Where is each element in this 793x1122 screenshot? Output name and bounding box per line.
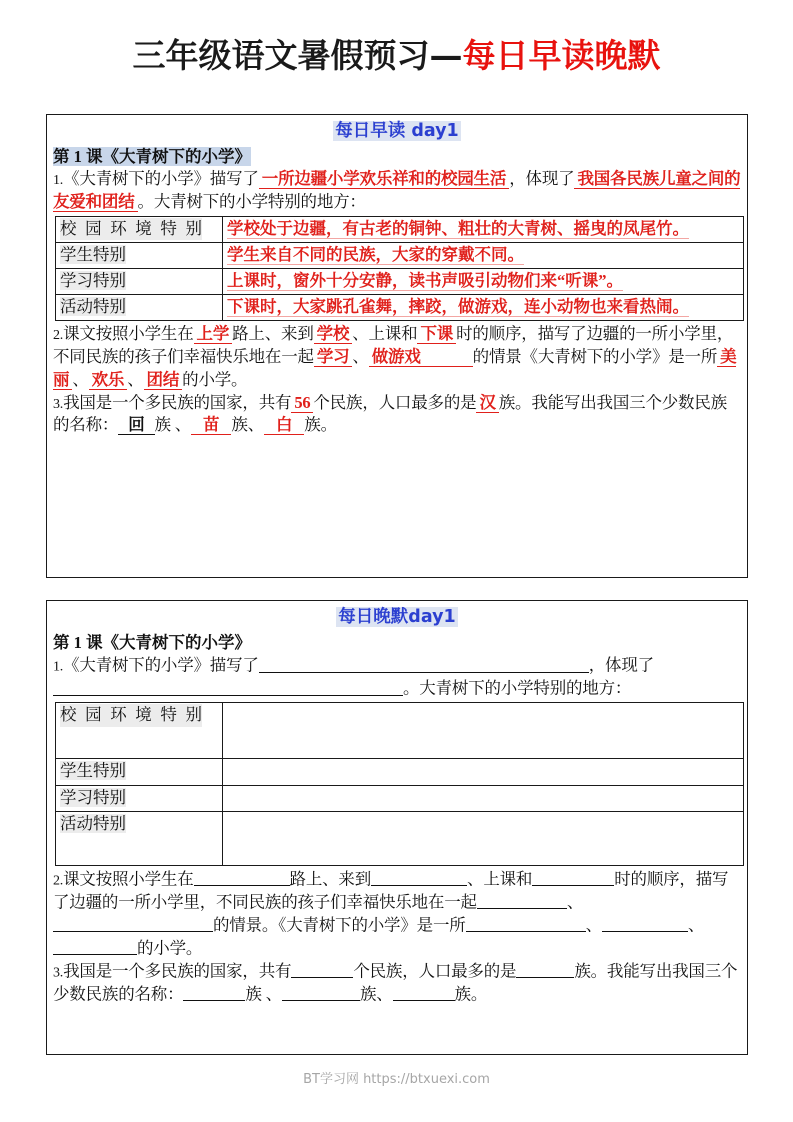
- morning-row-2-value: 上课时，窗外十分安静，读书声吸引动物们来“听课”。: [227, 271, 623, 291]
- morning-row-3-label-cell: [56, 295, 223, 321]
- morning-q2-number: 2.: [53, 328, 64, 344]
- morning-q3-answer-3: 回: [118, 415, 154, 435]
- evening-q2-part-5: 、: [566, 892, 584, 912]
- evening-row-0-label: 校园环境特别: [60, 704, 202, 726]
- morning-q3-part-1: 我国是一个多民族的国家，共有: [63, 392, 292, 412]
- evening-q2-part-4: 时的顺序，描写了边疆的一所小学里，不同民族的孩子们幸福快乐地在一起: [53, 869, 729, 912]
- morning-q1-answer-2: 我国各民族儿童之间的友爱和团结: [53, 169, 741, 212]
- morning-q3-part-3: 族。我能写出我国三个少数民族的名称：: [53, 392, 727, 435]
- evening-q2-part-9: 的小学。: [137, 938, 203, 958]
- morning-q3-number: 3.: [53, 396, 64, 412]
- evening-q2-blank-2[interactable]: [371, 868, 467, 886]
- evening-q3-part-4: 族 、: [245, 984, 282, 1004]
- evening-q3-part-1: 我国是一个多民族的国家，共有: [63, 961, 292, 981]
- morning-q2-part-7: 、: [72, 369, 89, 389]
- evening-q3-blank-4[interactable]: [282, 983, 360, 1001]
- evening-q3-part-5: 族、: [359, 984, 393, 1004]
- morning-row-0-value: 学校处于边疆，有古老的铜钟、粗壮的大青树、摇曳的凤尾竹。: [227, 218, 689, 238]
- evening-q2-blank-4[interactable]: [477, 891, 567, 909]
- evening-q2-blank-6[interactable]: [466, 914, 528, 932]
- evening-row-2-label-cell: [56, 785, 223, 811]
- evening-q2-blank-3[interactable]: [532, 868, 614, 886]
- evening-lesson-title-text: 第 1 课《大青树下的小学》: [53, 632, 251, 652]
- evening-q2-part-7: 、: [585, 915, 602, 935]
- evening-q2-part-1: 课文按照小学生在: [63, 869, 194, 888]
- morning-q3-part-4: 族 、: [154, 415, 192, 435]
- morning-q3-part-5: 族、: [231, 415, 264, 435]
- evening-lesson-title: [53, 632, 741, 653]
- evening-row-0-value-cell[interactable]: [223, 703, 744, 759]
- morning-row-0-label: 校园环境特别: [60, 218, 202, 240]
- page-title-red: 每日早读晚默: [462, 36, 661, 75]
- morning-reading-worksheet: [46, 114, 748, 578]
- page-title: [0, 0, 793, 77]
- table-row: [56, 811, 744, 865]
- morning-row-2-value-cell: [223, 269, 744, 295]
- morning-q2-answer-1: 上学: [194, 324, 233, 344]
- table-row: [56, 242, 744, 268]
- morning-q1-mid: ，体现了: [509, 169, 575, 189]
- morning-question-3: [53, 392, 741, 438]
- morning-row-2-label-cell: [56, 269, 223, 295]
- evening-q2-blank-5[interactable]: [53, 914, 213, 932]
- evening-row-0-label-cell: [56, 703, 223, 759]
- morning-section-heading: [53, 120, 741, 146]
- evening-row-2-label: 学习特别: [60, 787, 126, 807]
- morning-q3-answer-2: 汉: [476, 393, 498, 413]
- morning-q2-part-3: 、上课和: [352, 324, 418, 344]
- morning-q3-answer-1: 56: [291, 393, 313, 413]
- morning-q2-part-2: 路上、来到: [232, 324, 314, 344]
- evening-q3-blank-1[interactable]: [291, 960, 353, 978]
- evening-q1-blank-1[interactable]: [259, 654, 589, 672]
- evening-q1-blank-2[interactable]: [53, 677, 403, 695]
- evening-q3-blank-2[interactable]: [516, 960, 574, 978]
- evening-row-3-label-cell: [56, 811, 223, 865]
- evening-question-1: [53, 654, 741, 700]
- morning-row-3-label: 活动特别: [60, 297, 126, 317]
- evening-q2-part-6: 的情景。《大青树下的小学》是一所: [213, 915, 466, 935]
- morning-row-3-value-cell: [223, 295, 744, 321]
- evening-q2-part-3: 、上课和: [467, 869, 533, 888]
- evening-feature-table: [55, 702, 744, 865]
- morning-q2-part-5: 、: [352, 347, 369, 367]
- morning-heading-text: 每日早读 day1: [335, 121, 459, 141]
- evening-q3-part-3: 族。我能写出我国三个少数民族的名称：: [53, 961, 738, 1004]
- morning-question-2: [53, 323, 741, 391]
- evening-row-1-label: 学生特别: [60, 761, 126, 781]
- evening-q2-blank-8[interactable]: [602, 914, 688, 932]
- morning-q1-number: 1.: [53, 173, 64, 189]
- evening-q3-number: 3.: [53, 965, 64, 981]
- morning-row-1-label: 学生特别: [60, 244, 126, 264]
- evening-row-3-label: 活动特别: [60, 813, 126, 833]
- morning-q2-part-4: 时的顺序，描写了边疆的一所小学里，不同民族的孩子们幸福快乐地在一起: [53, 324, 734, 367]
- morning-q1-tail: 。大青树下的小学特别的地方：: [137, 192, 366, 212]
- evening-q1-number: 1.: [53, 659, 64, 675]
- morning-q2-part-8: 、: [127, 369, 144, 389]
- evening-q3-part-6: 族。: [454, 984, 488, 1004]
- morning-q3-answer-4: 苗: [191, 415, 231, 435]
- table-row: [56, 703, 744, 759]
- morning-row-0-value-cell: [223, 216, 744, 242]
- evening-row-2-value-cell[interactable]: [223, 785, 744, 811]
- evening-heading-text: 每日晚默day1: [338, 607, 456, 627]
- page-title-black: 三年级语文暑假预习—: [132, 36, 463, 75]
- evening-question-3: [53, 960, 741, 1006]
- morning-q2-part-9: 的小学。: [182, 369, 248, 389]
- morning-q1-lead: 《大青树下的小学》描写了: [63, 169, 259, 189]
- morning-row-1-value: 学生来自不同的民族，大家的穿戴不同。: [227, 244, 524, 264]
- evening-section-heading: [53, 606, 741, 632]
- morning-row-1-label-cell: [56, 242, 223, 268]
- morning-row-0-label-cell: [56, 216, 223, 242]
- morning-row-2-label: 学习特别: [60, 271, 126, 291]
- evening-row-1-value-cell[interactable]: [223, 759, 744, 785]
- evening-q2-part-2: 路上、来到: [289, 869, 372, 888]
- footer-watermark: BT学习网 https://btxuexi.com: [303, 1072, 490, 1087]
- evening-question-2: [53, 868, 741, 960]
- morning-question-1: [53, 168, 741, 214]
- evening-row-3-value-cell[interactable]: [223, 811, 744, 865]
- morning-q2-answer-7: 欢乐: [89, 370, 128, 390]
- morning-row-1-value-cell: [223, 242, 744, 268]
- evening-q2-part-8: 、: [687, 915, 705, 935]
- morning-q1-answer-1: 一所边疆小学欢乐祥和的校园生活: [259, 169, 510, 189]
- table-row: [56, 269, 744, 295]
- morning-q2-answer-6: 美丽: [53, 347, 737, 389]
- table-row: [56, 759, 744, 785]
- evening-q1-mid: ，体现了: [588, 655, 654, 675]
- evening-q1-lead: 《大青树下的小学》描写了: [63, 655, 259, 675]
- morning-q3-part-6: 族。: [304, 415, 337, 435]
- evening-q1-tail: 。大青树下的小学特别的地方：: [403, 678, 632, 698]
- evening-row-1-label-cell: [56, 759, 223, 785]
- evening-q3-part-2: 个民族，人口最多的是: [353, 961, 517, 981]
- morning-q2-answer-4: 学习: [314, 347, 353, 367]
- evening-q2-blank-9[interactable]: [53, 937, 137, 955]
- morning-q2-answer-5: 做游戏: [369, 347, 473, 367]
- morning-row-3-value: 下课时，大家跳孔雀舞，摔跤，做游戏，连小动物也来看热闹。: [227, 297, 689, 317]
- evening-q3-blank-5[interactable]: [393, 983, 455, 1001]
- morning-q2-part-1: 课文按照小学生在: [63, 324, 194, 344]
- table-row: [56, 295, 744, 321]
- table-row: [56, 785, 744, 811]
- evening-q3-blank-3[interactable]: [183, 983, 245, 1001]
- morning-q2-answer-2: 学校: [314, 324, 353, 344]
- evening-q2-blank-1[interactable]: [194, 868, 290, 886]
- morning-lesson-title: [53, 146, 741, 167]
- morning-lesson-title-text: 第 1 课《大青树下的小学》: [53, 146, 251, 166]
- evening-dictation-worksheet: [46, 600, 748, 1055]
- morning-q3-answer-5: 白: [264, 415, 304, 435]
- morning-q3-part-2: 个民族，人口最多的是: [313, 392, 477, 412]
- morning-q2-part-6: 的情景《大青树下的小学》是一所: [472, 347, 718, 367]
- table-row: [56, 216, 744, 242]
- evening-q2-blank-7[interactable]: [528, 914, 586, 932]
- morning-feature-table: [55, 216, 744, 321]
- evening-q2-number: 2.: [53, 873, 64, 888]
- morning-q2-answer-3: 下课: [417, 324, 456, 344]
- morning-q2-answer-8: 团结: [144, 370, 183, 390]
